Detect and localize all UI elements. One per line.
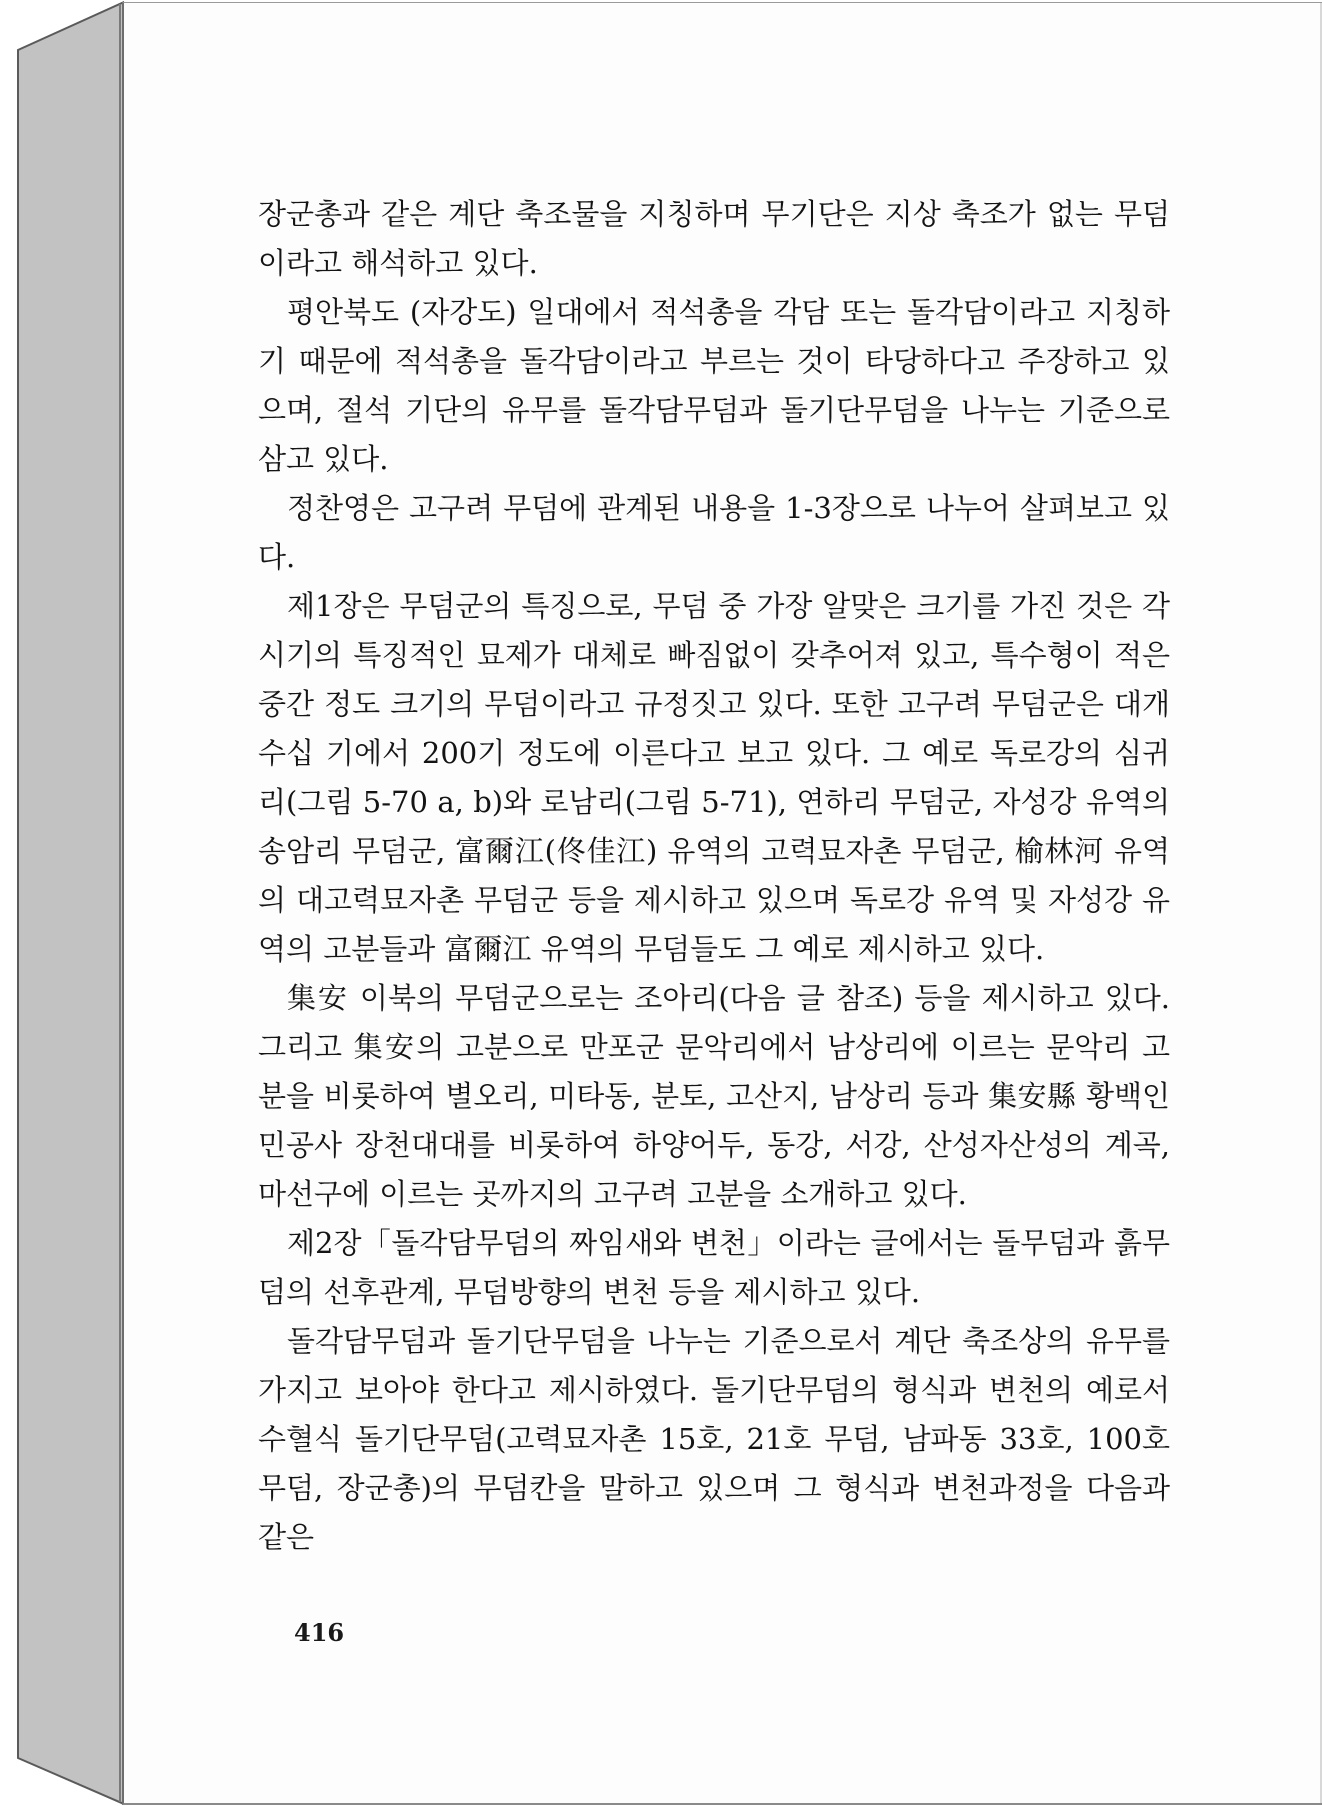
book-spine-edge [0, 0, 124, 1806]
paragraph: 평안북도 (자강도) 일대에서 적석총을 각담 또는 돌각담이라고 지칭하기 때문에 적석총을 돌각담이라고 부르는 것이 타당하다고 주장하고 있으며, 절석 기단의 유무를 돌각담무덤과 돌기단무덤을 나누는 기준으로 삼고 있다. [258, 295, 1170, 476]
paragraph: 돌각담무덤과 돌기단무덤을 나누는 기준으로서 계단 축조상의 유무를 가지고 보아야 한다고 제시하였다. 돌기단무덤의 형식과 변천의 예로서 수혈식 돌기단무덤(고력묘자촌 15호, 21호 무덤, 남파동 33호, 100호 무덤, 장군총)의 무덤칸을 말하고 있으며 그 형식과 변천과정을 다음과 같은 [258, 1324, 1170, 1554]
paragraph: 장군총과 같은 계단 축조물을 지칭하며 무기단은 지상 축조가 없는 무덤이라고 해석하고 있다. [258, 197, 1170, 280]
page-number: 416 [294, 1618, 345, 1647]
paragraph: 集安 이북의 무덤군으로는 조아리(다음 글 참조) 등을 제시하고 있다. 그리고 集安의 고분으로 만포군 문악리에서 남상리에 이르는 문악리 고분을 비롯하여 별오리, 미타동, 분토, 고산지, 남상리 등과 集安縣 황백인민공사 장천대대를 비롯하여 하양어두, 동강, 서강, 산성자산성의 계곡, 마선구에 이르는 곳까지의 고구려 고분을 소개하고 있다. [258, 981, 1170, 1211]
paragraph: 정찬영은 고구려 무덤에 관계된 내용을 1-3장으로 나누어 살펴보고 있다. [258, 491, 1170, 574]
body-text [258, 190, 1170, 1562]
paragraph: 제2장「돌각담무덤의 짜임새와 변천」이라는 글에서는 돌무덤과 흙무덤의 선후관계, 무덤방향의 변천 등을 제시하고 있다. [258, 1226, 1170, 1309]
paragraph: 제1장은 무덤군의 특징으로, 무덤 중 가장 알맞은 크기를 가진 것은 각 시기의 특징적인 묘제가 대체로 빠짐없이 갖추어져 있고, 특수형이 적은 중간 정도 크기의 무덤이라고 규정짓고 있다. 또한 고구려 무덤군은 대개 수십 기에서 200기 정도에 이른다고 보고 있다. 그 예로 독로강의 심귀리(그림 5-70 a, b)와 로남리(그림 5-71), 연하리 무덤군, 자성강 유역의 송암리 무덤군, 富爾江(佟佳江) 유역의 고력묘자촌 무덤군, 榆林河 유역의 대고력묘자촌 무덤군 등을 제시하고 있으며 독로강 유역 및 자성강 유역의 고분들과 富爾江 유역의 무덤들도 그 예로 제시하고 있다. [258, 589, 1170, 966]
